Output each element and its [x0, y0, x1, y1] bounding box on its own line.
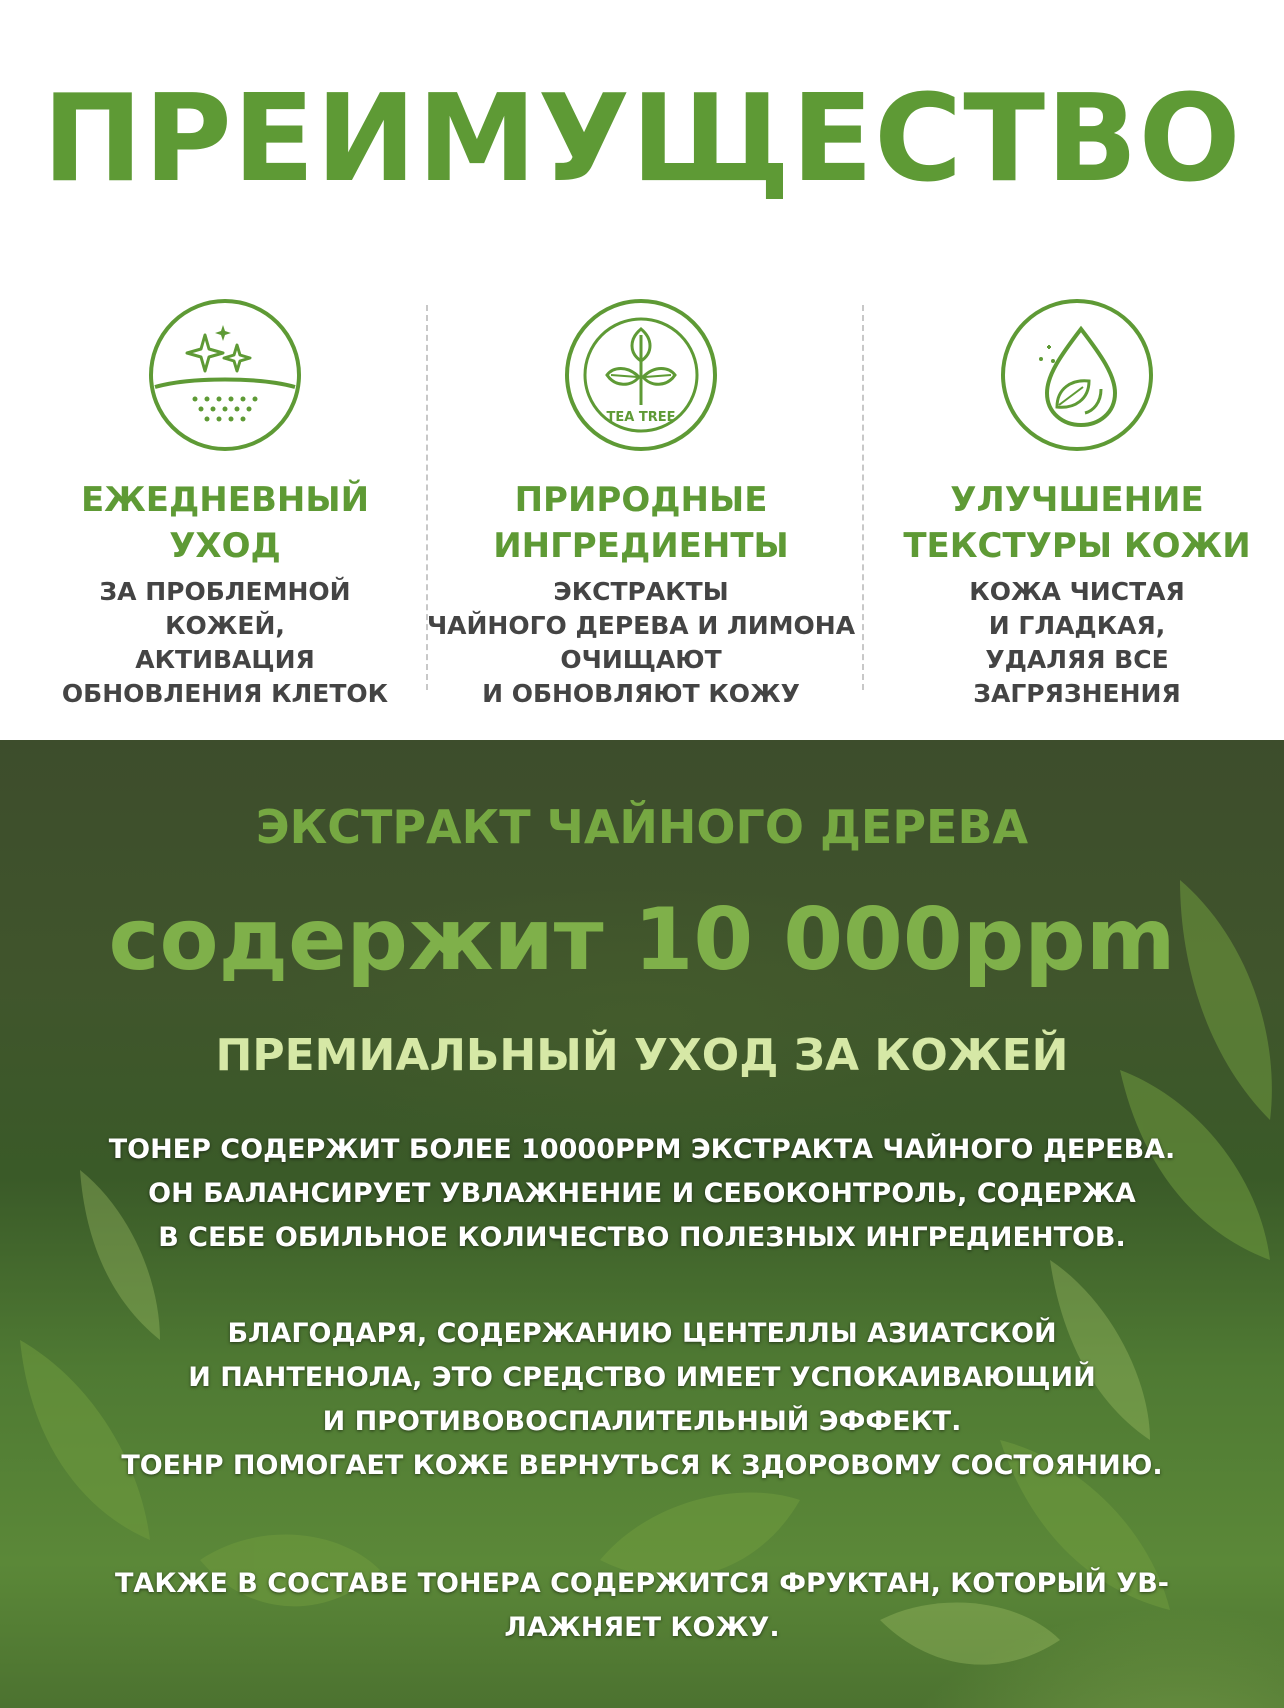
ppm-heading: содержит 10 000ppm [108, 890, 1176, 990]
feature-title: ЕЖЕДНЕВНЫЙ УХОД [80, 480, 370, 566]
divider [862, 305, 864, 690]
feature-title: УЛУЧШЕНИЕ ТЕКСТУРЫ КОЖИ [903, 480, 1251, 566]
feature-description: ЗА ПРОБЛЕМНОЙ КОЖЕЙ, АКТИВАЦИЯ ОБНОВЛЕНИЯ КЛЕТОК [61, 577, 389, 708]
sparkle-skin-icon [145, 295, 305, 455]
feature-skin-texture [872, 295, 1282, 711]
feature-description: ЭКСТРАКТЫ ЧАЙНОГО ДЕРЕВА И ЛИМОНА ОЧИЩАЮТ И ОБНОВЛЯЮТ КОЖУ [426, 577, 856, 708]
description-paragraph: ТАКЖЕ В СОСТАВЕ ТОНЕРА СОДЕРЖИТСЯ ФРУКТАН, КОТОРЫЙ УВ- ЛАЖНЯЕТ КОЖУ. [115, 1568, 1169, 1643]
tea-tree-extract-section [0, 740, 1284, 1708]
page-title: ПРЕИМУЩЕСТВО [42, 70, 1242, 209]
feature-title: ПРИРОДНЫЕ ИНГРЕДИЕНТЫ [493, 480, 789, 566]
tea-tree-badge-text: TEA TREE [606, 410, 676, 425]
description-paragraph: БЛАГОДАРЯ, СОДЕРЖАНИЮ ЦЕНТЕЛЛЫ АЗИАТСКОЙ И ПАНТЕНОЛА, ЭТО СРЕДСТВО ИМЕЕТ УСПОКАИВАЮЩИЙ И ПРОТИВОВОСПАЛИТЕЛЬНЫЙ ЭФФЕКТ. ТОЕНР ПОМОГАЕТ КОЖЕ ВЕРНУТЬСЯ К ЗДОРОВОМУ СОСТОЯНИЮ. [121, 1318, 1163, 1481]
extract-heading: ЭКСТРАКТ ЧАЙНОГО ДЕРЕВА [255, 800, 1029, 854]
feature-natural-ingredients [426, 295, 856, 711]
feature-description: КОЖА ЧИСТАЯ И ГЛАДКАЯ, УДАЛЯЯ ВСЕ ЗАГРЯЗНЕНИЯ [969, 577, 1185, 708]
tea-tree-leaf-icon [561, 295, 721, 455]
droplet-leaf-icon [997, 295, 1157, 455]
feature-daily-care [10, 295, 440, 711]
description-paragraph: ТОНЕР СОДЕРЖИТ БОЛЕЕ 10000PPM ЭКСТРАКТА ЧАЙНОГО ДЕРЕВА. ОН БАЛАНСИРУЕТ УВЛАЖНЕНИЕ И СЕБОКОНТРОЛЬ, СОДЕРЖА В СЕБЕ ОБИЛЬНОЕ КОЛИЧЕСТВО ПОЛЕЗНЫХ ИНГРЕДИЕНТОВ. [108, 1134, 1176, 1253]
premium-care-heading: ПРЕМИАЛЬНЫЙ УХОД ЗА КОЖЕЙ [215, 1030, 1069, 1081]
advantages-section [0, 0, 1284, 740]
